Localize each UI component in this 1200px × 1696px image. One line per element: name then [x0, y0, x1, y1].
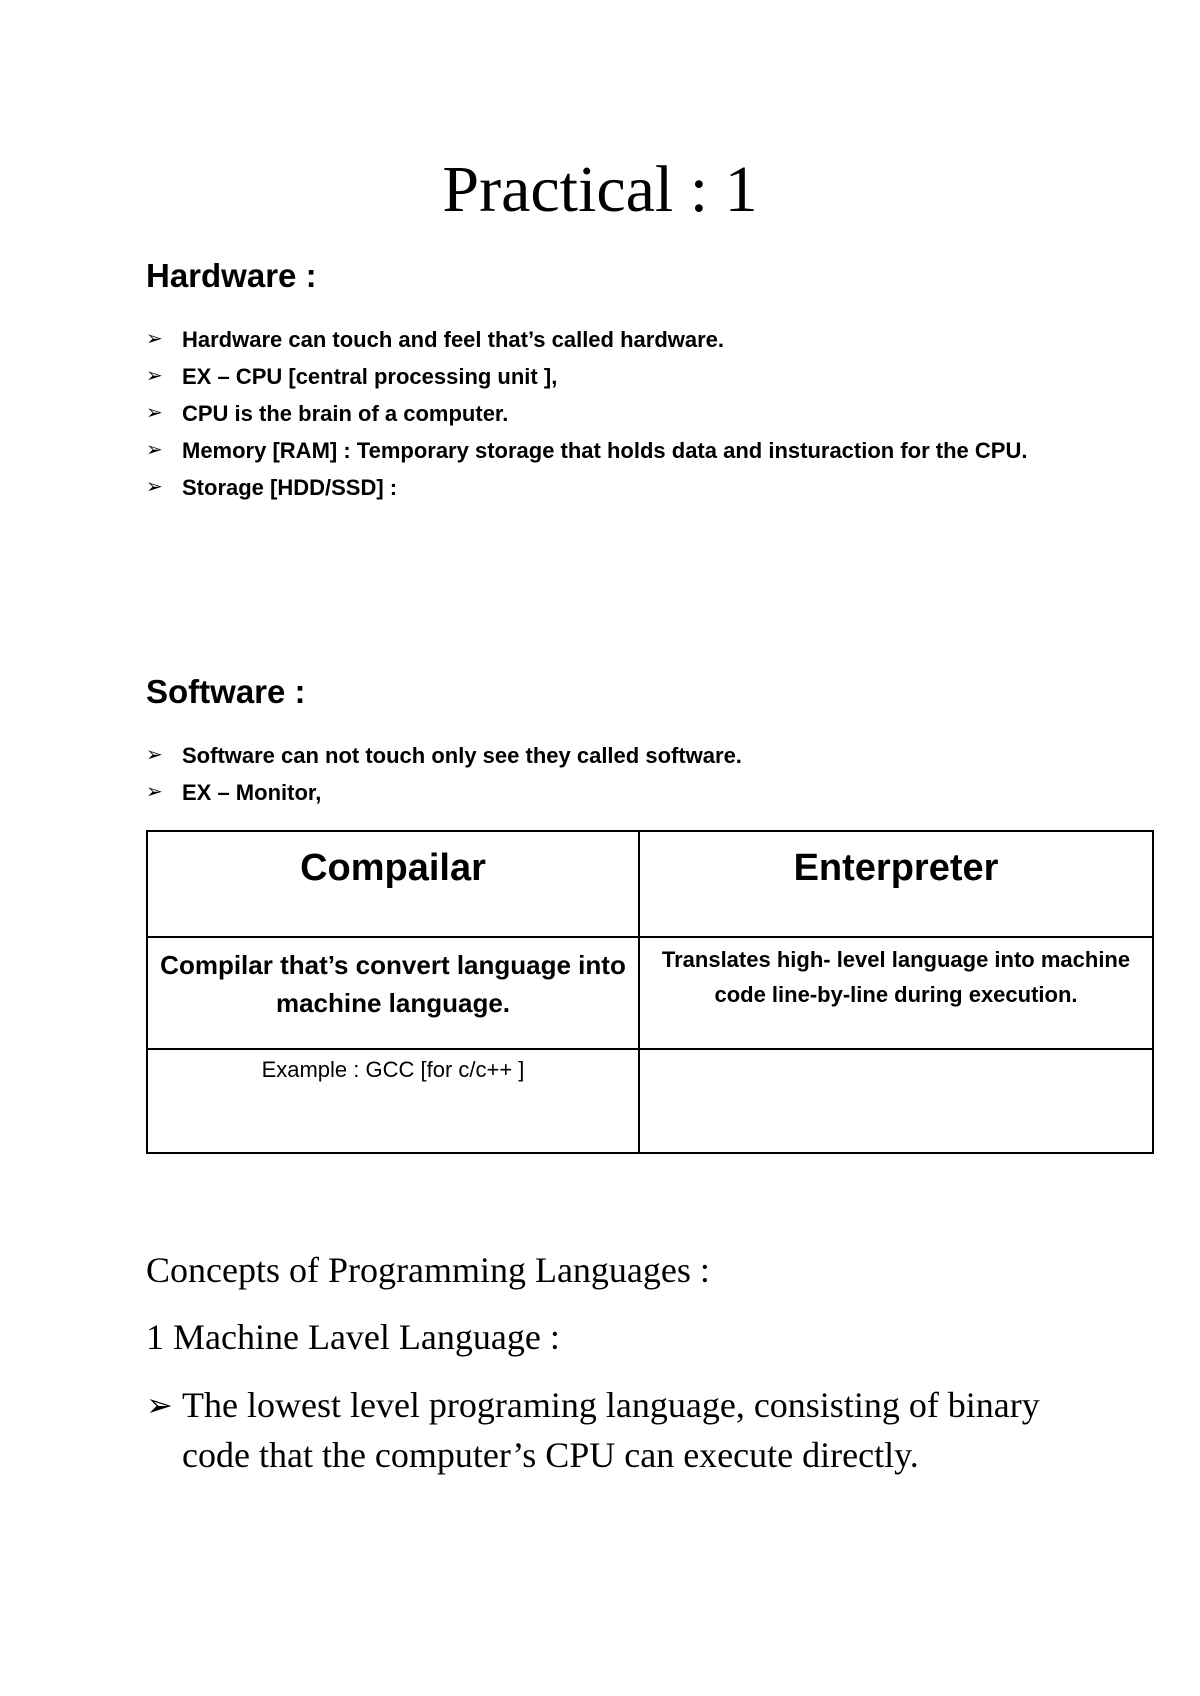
arrow-bullet-icon: ➢: [146, 439, 163, 461]
list-item: [146, 358, 1066, 395]
list-item-text: Storage [HDD/SSD] :: [182, 475, 398, 500]
software-list: [146, 737, 1066, 811]
concepts-heading: Concepts of Programming Languages :: [146, 1250, 710, 1290]
table-cell-compiler-example: Example : GCC [for c/c++ ]: [147, 1049, 639, 1153]
table-row: [147, 937, 1153, 1049]
list-item-text: Software can not touch only see they called software.: [182, 743, 742, 768]
table-header-interpreter: Enterpreter: [639, 831, 1153, 937]
list-item-text: The lowest level programing language, consisting of binary code that the computer’s CPU can execute directly.: [182, 1385, 1040, 1475]
arrow-bullet-icon: ➢: [146, 781, 163, 803]
software-heading: Software :: [146, 673, 306, 710]
arrow-bullet-icon: ➢: [146, 744, 163, 766]
table-cell-interpreter-definition: Translates high- level language into machine code line-by-line during execution.: [639, 937, 1153, 1049]
list-item: [146, 321, 1066, 358]
list-item-text: EX – CPU [central processing unit ],: [182, 364, 558, 389]
list-item: [146, 1380, 1066, 1480]
list-item-text: CPU is the brain of a computer.: [182, 401, 509, 426]
arrow-bullet-icon: ➢: [146, 476, 163, 498]
machine-level-heading: 1 Machine Lavel Language :: [146, 1317, 560, 1357]
table-header-row: [147, 831, 1153, 937]
arrow-bullet-icon: ➢: [146, 365, 163, 387]
list-item-text: EX – Monitor,: [182, 780, 322, 805]
machine-level-list: [146, 1380, 1066, 1480]
hardware-list: [146, 321, 1066, 506]
table-cell-compiler-definition: Compilar that’s convert language into machine language.: [147, 937, 639, 1049]
list-item: [146, 774, 1066, 811]
arrow-bullet-icon: ➢: [146, 1387, 173, 1423]
table-row: [147, 1049, 1153, 1153]
page-title: Practical : 1: [442, 153, 758, 226]
table-header-compiler: Compailar: [147, 831, 639, 937]
list-item: [146, 432, 1066, 469]
table-cell-interpreter-example: [639, 1049, 1153, 1153]
arrow-bullet-icon: ➢: [146, 402, 163, 424]
list-item: [146, 737, 1066, 774]
hardware-heading: Hardware :: [146, 257, 317, 294]
list-item-text: Hardware can touch and feel that’s called hardware.: [182, 327, 725, 352]
list-item: [146, 395, 1066, 432]
arrow-bullet-icon: ➢: [146, 328, 163, 350]
list-item-text: Memory [RAM] : Temporary storage that holds data and insturaction for the CPU.: [182, 438, 1028, 463]
list-item: [146, 469, 1066, 506]
compiler-interpreter-table: [146, 830, 1154, 1154]
